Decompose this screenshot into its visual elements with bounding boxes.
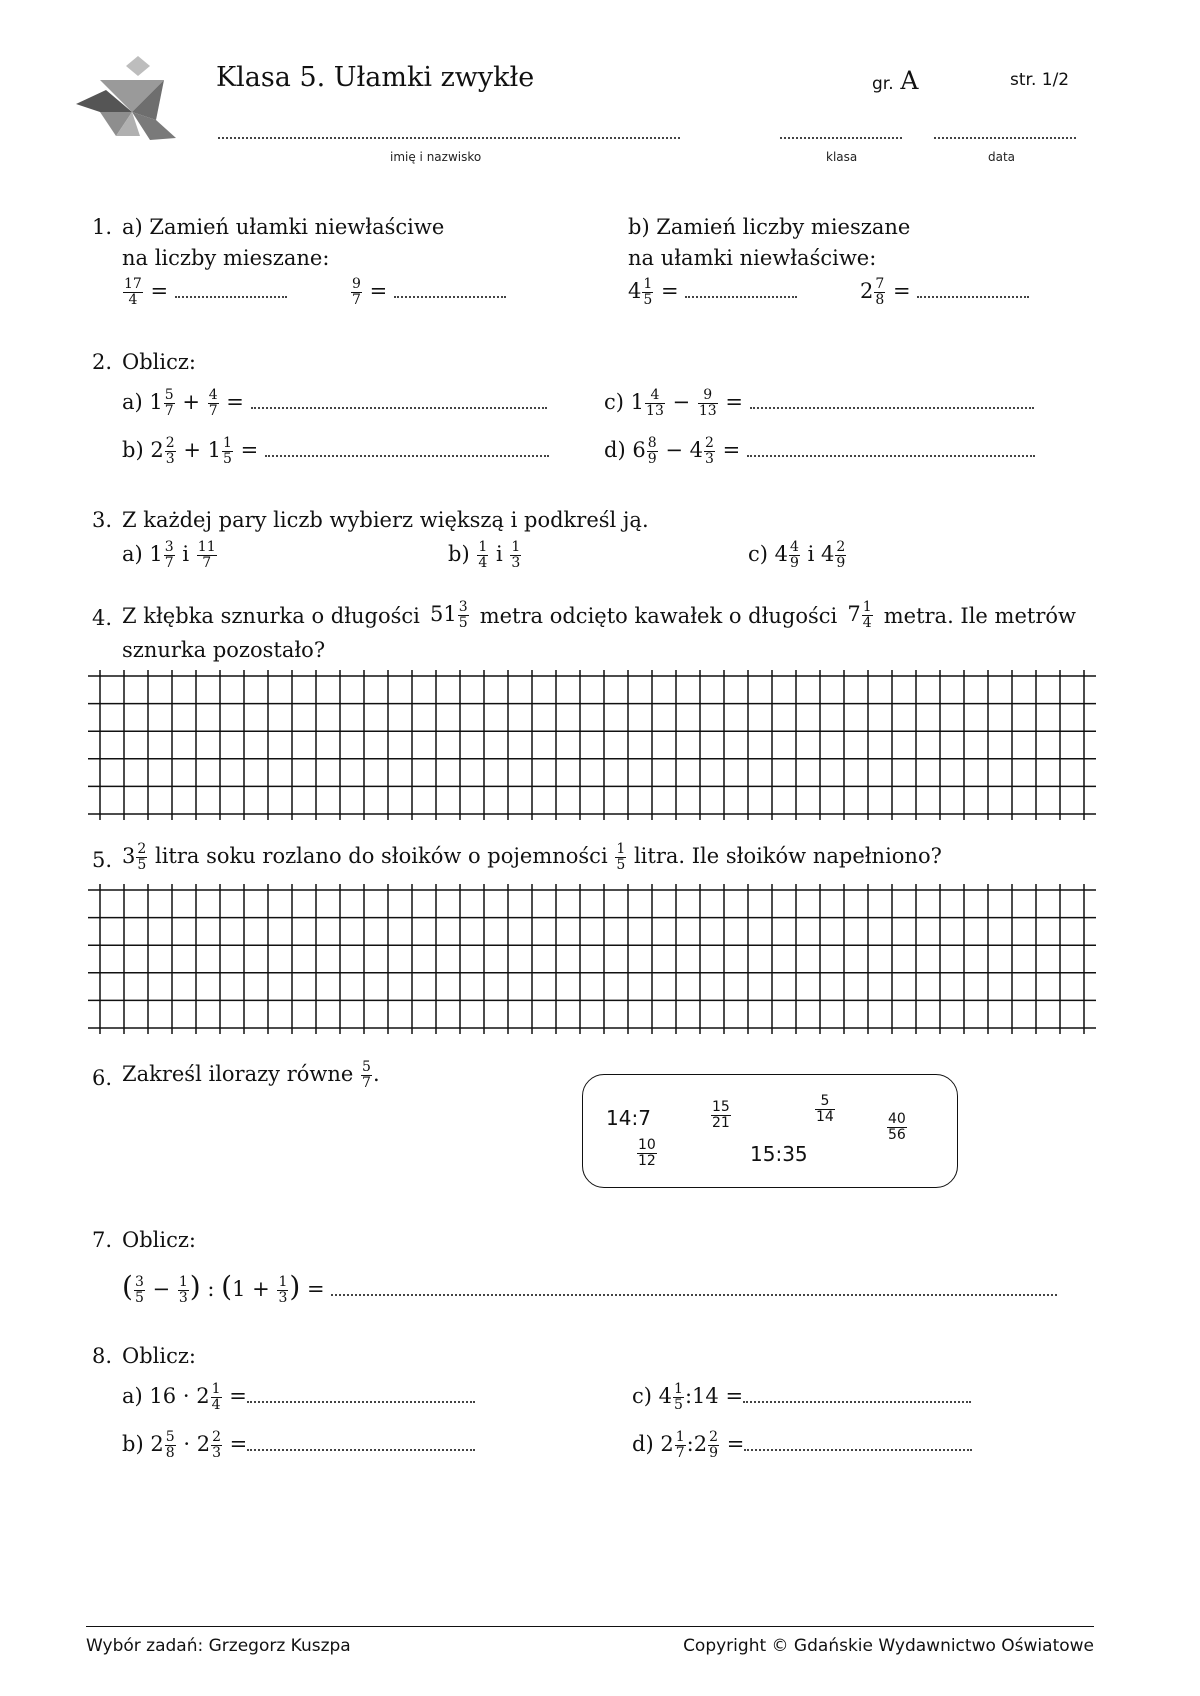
q1b-item1-answer[interactable] <box>685 295 797 298</box>
q8b-answer[interactable] <box>247 1448 475 1451</box>
q7-answer[interactable] <box>331 1293 1057 1296</box>
q8-title: Oblicz: <box>122 1344 196 1368</box>
group-label: gr. <box>872 74 894 94</box>
q1b-line1: b) Zamień liczby mieszane <box>628 215 911 239</box>
q1-number: 1. <box>92 215 113 239</box>
q1a-line2: na liczby mieszane: <box>122 246 330 270</box>
q4-grid-workspace[interactable] <box>88 670 1096 820</box>
q1a-item1: $\frac{17}{4}$ = <box>122 277 287 308</box>
q6-item-5-14[interactable]: $\frac{5}{14}$ <box>816 1093 834 1125</box>
q2a: a) 1 $\frac{5}{7}$ + $\frac{4}{7}$ = <box>122 388 547 419</box>
q8d-answer[interactable] <box>744 1448 972 1451</box>
q2-number: 2. <box>92 350 113 374</box>
q2a-answer[interactable] <box>251 406 547 409</box>
q2b: b) 2 $\frac{2}{3}$ + 1 $\frac{1}{5}$ = <box>122 436 549 467</box>
q5-number: 5. <box>92 848 113 872</box>
q4-text-line1: Z kłębka sznurka o długości 51 $\frac{3}{5}$ metra odcięto kawałek o długości 7 $\frac{1}{4}$ metra. Ile metrów <box>122 599 1076 631</box>
q6-item-15-35[interactable]: 15:35 <box>750 1142 808 1166</box>
q1b-line2: na ułamki niewłaściwe: <box>628 246 877 270</box>
q5-grid-workspace[interactable] <box>88 884 1096 1034</box>
q8a: a) 16 · 2 $\frac{1}{4}$ = <box>122 1382 475 1413</box>
q7-title: Oblicz: <box>122 1228 196 1252</box>
q2c: c) 1 $\frac{4}{13}$ − $\frac{9}{13}$ = <box>604 388 1034 419</box>
q3a[interactable]: a) 1 $\frac{3}{7}$ i $\frac{11}{7}$ <box>122 539 216 571</box>
page-title: Klasa 5. Ułamki zwykłe <box>216 62 535 93</box>
q6-title: Zakreśl ilorazy równe $\frac{5}{7}$ . <box>122 1059 380 1091</box>
q1b-item2-answer[interactable] <box>917 295 1029 298</box>
q3b[interactable]: b) $\frac{1}{4}$ i $\frac{1}{3}$ <box>448 539 521 571</box>
q3-number: 3. <box>92 508 113 532</box>
q6-item-14-7[interactable]: 14:7 <box>606 1106 651 1130</box>
q1a-item2-answer[interactable] <box>394 295 506 298</box>
q1a-item1-answer[interactable] <box>175 295 287 298</box>
q8-number: 8. <box>92 1344 113 1368</box>
page-number: str. 1/2 <box>1010 70 1070 90</box>
footer-rule <box>86 1626 1094 1627</box>
q1b-item2: 2 $\frac{7}{8}$ = <box>860 277 1029 308</box>
q1a-item2: $\frac{9}{7}$ = <box>350 277 506 308</box>
q8c: c) 4 $\frac{1}{5}$ :14 = <box>632 1382 971 1413</box>
q4-text-line2: sznurka pozostało? <box>122 638 326 662</box>
q3-title: Z każdej pary liczb wybierz większą i podkreśl ją. <box>122 508 649 532</box>
q1a-line1: a) Zamień ułamki niewłaściwe <box>122 215 445 239</box>
q2d: d) 6 $\frac{8}{9}$ − 4 $\frac{2}{3}$ = <box>604 436 1035 467</box>
q8c-answer[interactable] <box>743 1400 971 1403</box>
q8a-answer[interactable] <box>247 1400 475 1403</box>
date-field-line[interactable] <box>934 136 1076 139</box>
class-field-line[interactable] <box>780 136 902 139</box>
q6-item-10-12[interactable]: $\frac{10}{12}$ <box>638 1137 656 1169</box>
q4-number: 4. <box>92 606 113 630</box>
q1b-item1: 4 $\frac{1}{5}$ = <box>628 277 797 308</box>
q6-number: 6. <box>92 1066 113 1090</box>
q5-text: 3 $\frac{2}{5}$ litra soku rozlano do słoików o pojemności $\frac{1}{5}$ litra. Ile słoików napełniono? <box>122 841 942 873</box>
name-field-line[interactable] <box>218 136 680 139</box>
q2d-answer[interactable] <box>747 454 1035 457</box>
q6-item-40-56[interactable]: $\frac{40}{56}$ <box>888 1111 906 1143</box>
footer-author: Wybór zadań: Grzegorz Kuszpa <box>86 1636 351 1656</box>
q2c-answer[interactable] <box>750 406 1034 409</box>
q2b-answer[interactable] <box>265 454 549 457</box>
class-label: klasa <box>826 150 858 164</box>
q6-item-15-21[interactable]: $\frac{15}{21}$ <box>712 1099 730 1131</box>
q7-number: 7. <box>92 1228 113 1252</box>
q7-expression: ( $\frac{3}{5}$ − $\frac{1}{3}$ ) : (1 + $\frac{1}{3}$ ) = <box>122 1270 1057 1306</box>
q3c[interactable]: c) 4 $\frac{4}{9}$ i 4 $\frac{2}{9}$ <box>748 539 846 571</box>
logo <box>76 56 180 146</box>
group-indicator <box>872 66 918 95</box>
q2-title: Oblicz: <box>122 350 196 374</box>
q8b: b) 2 $\frac{5}{8}$ · 2 $\frac{2}{3}$ = <box>122 1430 475 1461</box>
name-label: imię i nazwisko <box>390 150 482 164</box>
group-value: A <box>900 66 919 95</box>
date-label: data <box>988 150 1016 164</box>
q8d: d) 2 $\frac{1}{7}$ :2 $\frac{2}{9}$ = <box>632 1430 972 1461</box>
footer-copyright: Copyright © Gdańskie Wydawnictwo Oświatowe <box>683 1636 1094 1656</box>
